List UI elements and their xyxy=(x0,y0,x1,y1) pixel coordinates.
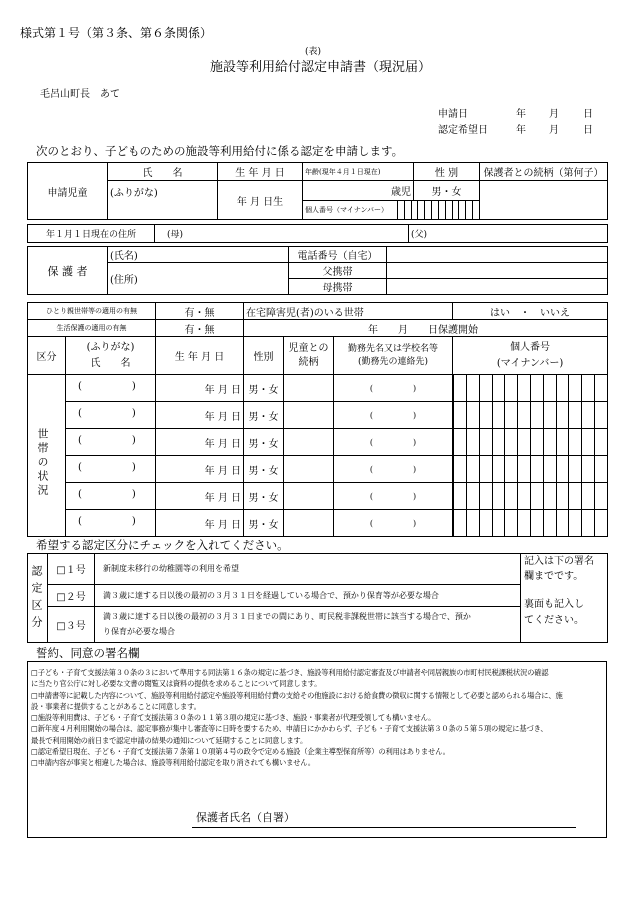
desired-date-label: 認定希望日 xyxy=(438,125,488,136)
disabled-household-field[interactable]: はい ・ いいえ xyxy=(453,303,608,320)
guardian-table xyxy=(27,246,608,295)
household-side-label: 世帯の状況 xyxy=(36,428,49,498)
page-title: 施設等利用給付認定申請書（現況届） xyxy=(210,60,432,75)
cert-side-label: 認定区分 xyxy=(30,565,43,633)
child-table xyxy=(27,162,608,220)
household-relation-field[interactable] xyxy=(284,375,334,402)
child-age-field[interactable]: 歳児 xyxy=(303,181,414,201)
household-mynumber-boxes[interactable] xyxy=(453,510,607,536)
household-mynumber-boxes[interactable] xyxy=(453,375,607,401)
cert-opt3-text-2: り保育が必要な場合 xyxy=(103,627,175,636)
cert-opt1-checkbox[interactable]: □１号 xyxy=(48,554,95,585)
phone-home-field[interactable] xyxy=(387,247,608,263)
intro-text: 次のとおり、子どものための施設等利用給付に係る認定を申請します。 xyxy=(36,144,404,158)
household-relation-field[interactable] xyxy=(284,402,334,429)
pledge-line: 最長で利用開始の前日まで認定申請の結果の通知について延期することに同意します。 xyxy=(31,735,308,745)
welfare-start-field[interactable]: 年 月 日保護開始 xyxy=(244,320,608,337)
welfare-label: 生活保護の適用の有無 xyxy=(28,320,156,337)
child-mynumber-label: 個人番号（マイナンバー） xyxy=(305,206,389,214)
household-mynumber-boxes[interactable] xyxy=(453,483,607,509)
household-birth-spacer xyxy=(156,429,183,456)
household-work-field[interactable]: ( ) xyxy=(334,483,453,510)
household-sex-field[interactable]: 男・女 xyxy=(244,402,284,429)
household-mynumber-boxes[interactable] xyxy=(453,402,607,428)
household-name-field[interactable]: ( ) xyxy=(66,429,156,456)
cert-opt3-text-1: 満３歳に達する日以後の最初の３月３１日までの間にあり、町民税非課税世帯に該当する場合で、預か xyxy=(103,611,471,621)
col-furigana: (ふりがな) xyxy=(86,341,135,353)
jan-address-table xyxy=(27,224,608,243)
household-row xyxy=(28,402,608,429)
household-birth-spacer xyxy=(156,456,183,483)
child-birth-field[interactable]: 年 月 日生 xyxy=(218,181,303,220)
desired-year: 年 xyxy=(516,125,526,136)
child-age-label: 年齢(現年４月１日現在) xyxy=(303,163,414,181)
household-row xyxy=(28,375,608,402)
household-relation-field[interactable] xyxy=(284,483,334,510)
household-sex-field[interactable]: 男・女 xyxy=(244,375,284,402)
phone-home-label: 電話番号（自宅） xyxy=(289,247,387,263)
phone-father-field[interactable] xyxy=(387,263,608,279)
table-mark: (表) xyxy=(305,47,322,57)
child-row-label: 申請児童 xyxy=(28,163,108,220)
household-name-field[interactable]: ( ) xyxy=(66,456,156,483)
col-mynumber-1: 個人番号 xyxy=(510,341,551,353)
child-name-label: 氏 名 xyxy=(108,163,218,181)
household-birth-field[interactable]: 年 月 日 xyxy=(183,375,244,402)
child-relation-field[interactable] xyxy=(480,181,608,220)
cert-opt3-checkbox[interactable]: □３号 xyxy=(48,606,95,642)
jan-address-label: 年１月１日現在の住所 xyxy=(28,225,155,243)
pledge-line: □新年度４月利用開始の場合は、認定事務が集中し審査等に日時を要するため、申請日にかかわらず、子ども・子育て支援法第３０条の５第５項の規定に基づき、 xyxy=(31,724,548,734)
apply-month: 月 xyxy=(549,109,559,120)
form-number: 様式第１号（第３条、第６条関係） xyxy=(20,26,213,40)
household-work-field[interactable]: ( ) xyxy=(334,510,453,537)
household-work-field[interactable]: ( ) xyxy=(334,402,453,429)
col-mynumber-2: (マイナンバー) xyxy=(496,357,564,369)
cert-heading: 希望する認定区分にチェックを入れてください。 xyxy=(36,538,289,552)
pledge-line: □申請書等に記載した内容について、施設等利用給付認定や施設等利用給付費の支給その他施設における給食費の徴収に関する情報として必要と認められる場合に、施 xyxy=(31,690,563,700)
household-name-field[interactable]: ( ) xyxy=(66,375,156,402)
apply-date-label: 申請日 xyxy=(438,109,468,120)
child-mynumber-boxes[interactable] xyxy=(397,201,479,219)
child-birth-label: 生 年 月 日 xyxy=(218,163,303,181)
pledge-line: □申請内容が事実と相違した場合は、施設等利用給付認定を取り消されても構いません。 xyxy=(31,758,315,768)
household-name-field[interactable]: ( ) xyxy=(66,510,156,537)
cert-opt2-checkbox[interactable]: □２号 xyxy=(48,584,95,606)
household-mynumber-boxes[interactable] xyxy=(453,456,607,482)
welfare-field[interactable]: 有・無 xyxy=(156,320,244,337)
cert-note-1a: 記入は下の署名 xyxy=(524,556,594,567)
household-row xyxy=(28,510,608,537)
disabled-household-label: 在宅障害児(者)のいる世帯 xyxy=(244,303,453,320)
pledge-heading: 誓約、同意の署名欄 xyxy=(36,646,140,660)
pledge-line: に当たり官公庁に対し必要な文書の閲覧又は資料の提供を求めることについて同意します。 xyxy=(31,679,322,689)
pledge-line: □子ども・子育て支援法第３０条の３において準用する同法第１６条の規定に基づき、施設等利用給付認定審査及び申請者や同居親族の市町村民税課税状況の確認 xyxy=(31,668,549,677)
col-section: 区分 xyxy=(28,337,66,375)
guardian-label: 保 護 者 xyxy=(28,247,108,295)
household-sex-field[interactable]: 男・女 xyxy=(244,456,284,483)
household-birth-spacer xyxy=(156,483,183,510)
pledge-line: 設・事業者に提供することがあることに同意します。 xyxy=(31,701,201,711)
guardian-address-field[interactable]: (住所) xyxy=(108,263,289,295)
phone-mother-field[interactable] xyxy=(387,279,608,295)
col-work-2: (勤務先の連絡先) xyxy=(357,356,429,367)
child-sex-label: 性 別 xyxy=(414,163,480,181)
household-row xyxy=(28,456,608,483)
addressee: 毛呂山町長 あて xyxy=(40,89,120,100)
single-parent-field[interactable]: 有・無 xyxy=(156,303,244,320)
col-relation-1: 児童との xyxy=(288,342,329,354)
col-work-1: 勤務先名又は学校名等 xyxy=(348,343,439,354)
pledge-line: □認定希望日現在、子ども・子育て支援法第７条第１０項第４号の政令で定める施設（企業主導型保育所等）の利用はありません。 xyxy=(31,747,450,757)
household-row xyxy=(28,483,608,510)
cert-note-2a: 裏面も記入し xyxy=(524,598,584,610)
household-birth-field[interactable]: 年 月 日 xyxy=(183,510,244,537)
single-parent-label: ひとり親世帯等の適用の有無 xyxy=(28,303,156,320)
cert-table xyxy=(27,553,608,643)
household-relation-field[interactable] xyxy=(284,510,334,537)
pledge-box xyxy=(27,661,607,838)
col-birth: 生 年 月 日 xyxy=(156,337,244,375)
household-sex-field[interactable]: 男・女 xyxy=(244,483,284,510)
household-name-field[interactable]: ( ) xyxy=(66,483,156,510)
household-birth-spacer xyxy=(156,402,183,429)
household-birth-field[interactable]: 年 月 日 xyxy=(183,429,244,456)
col-name: 氏 名 xyxy=(90,357,131,369)
child-furigana-field[interactable]: (ふりがな) xyxy=(108,181,218,220)
child-relation-label: 保護者との続柄（第何子） xyxy=(480,163,608,181)
father-address-field[interactable]: (父) xyxy=(409,225,608,243)
desired-month: 月 xyxy=(549,125,559,136)
cert-note-2b: てください。 xyxy=(524,614,584,626)
desired-day: 日 xyxy=(583,125,593,136)
guardian-name-field[interactable]: (氏名) xyxy=(108,247,289,263)
phone-father-label: 父携帯 xyxy=(289,263,387,279)
household-work-field[interactable]: ( ) xyxy=(334,456,453,483)
signature-line[interactable] xyxy=(192,827,576,828)
household-work-field[interactable]: ( ) xyxy=(334,375,453,402)
pledge-line: □施設等利用費は、子ども・子育て支援法第３０条の１１第３項の規定に基づき、施設・事業者が代理受領しても構いません。 xyxy=(31,713,436,723)
household-birth-field[interactable]: 年 月 日 xyxy=(183,483,244,510)
household-sex-field[interactable]: 男・女 xyxy=(244,510,284,537)
apply-day: 日 xyxy=(583,109,593,120)
household-table xyxy=(27,302,608,537)
apply-year: 年 xyxy=(516,109,526,120)
col-sex: 性別 xyxy=(244,337,284,375)
cert-note-1b: 欄までです。 xyxy=(524,571,584,582)
household-row xyxy=(28,429,608,456)
household-birth-spacer xyxy=(156,375,183,402)
household-work-field[interactable]: ( ) xyxy=(334,429,453,456)
cert-opt1-text: 新制度未移行の幼稚園等の利用を希望 xyxy=(95,554,521,585)
phone-mother-label: 母携帯 xyxy=(289,279,387,295)
household-birth-field[interactable]: 年 月 日 xyxy=(183,456,244,483)
cert-opt2-text: 満３歳に達する日以後の最初の３月３１日を経過している場合で、預かり保育等が必要な場合 xyxy=(95,584,521,606)
household-relation-field[interactable] xyxy=(284,429,334,456)
household-birth-spacer xyxy=(156,510,183,537)
mother-address-field[interactable]: (母) xyxy=(155,225,409,243)
household-birth-field[interactable]: 年 月 日 xyxy=(183,402,244,429)
child-sex-field[interactable]: 男・女 xyxy=(414,181,480,201)
signature-label: 保護者氏名（自署） xyxy=(196,811,295,824)
household-sex-field[interactable]: 男・女 xyxy=(244,429,284,456)
household-relation-field[interactable] xyxy=(284,456,334,483)
household-name-field[interactable]: ( ) xyxy=(66,402,156,429)
col-relation-2: 続柄 xyxy=(298,356,319,368)
household-mynumber-boxes[interactable] xyxy=(453,429,607,455)
